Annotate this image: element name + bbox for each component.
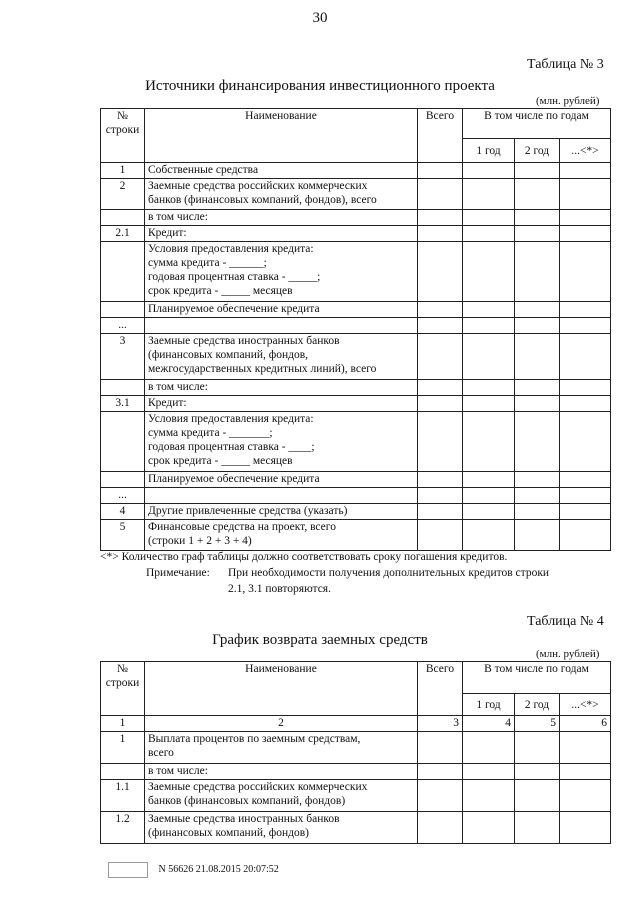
row-name-line: Планируемое обеспечение кредита [148, 303, 320, 315]
value-cell [515, 812, 560, 844]
value-cell [463, 780, 515, 812]
value-cell [463, 812, 515, 844]
table3-header-y1: 1 год [463, 139, 515, 163]
row-name [145, 302, 418, 318]
row-number [101, 210, 145, 226]
row-name [145, 504, 418, 520]
row-name-line: всего [148, 747, 174, 759]
value-cell [515, 732, 560, 764]
table-row [101, 226, 611, 242]
row-name [145, 520, 418, 551]
value-cell [463, 242, 515, 302]
value-cell [418, 179, 463, 210]
value-cell [560, 242, 611, 302]
value-cell [515, 179, 560, 210]
table4-col-number: 4 [463, 716, 515, 732]
row-number: 2 [101, 179, 145, 210]
value-cell [463, 764, 515, 780]
value-cell [418, 812, 463, 844]
row-number: 2.1 [101, 226, 145, 242]
row-number [101, 472, 145, 488]
table3-note-label: Примечание: [146, 567, 210, 579]
table-row [101, 302, 611, 318]
table3-note-text-1: При необходимости получения дополнительных кредитов строки [228, 567, 550, 579]
value-cell [463, 396, 515, 412]
value-cell [463, 488, 515, 504]
row-name-line: в том числе: [148, 765, 208, 777]
footer [108, 862, 279, 878]
table4-col-number: 3 [418, 716, 463, 732]
value-cell [463, 210, 515, 226]
table4-header-incl: В том числе по годам [463, 662, 611, 694]
value-cell [515, 412, 560, 472]
table4-header-y2: 2 год [515, 694, 560, 716]
table4-col-number: 6 [560, 716, 611, 732]
value-cell [560, 318, 611, 334]
table4 [100, 661, 611, 844]
row-name-line: банков (финансовых компаний, фондов) [148, 795, 346, 807]
value-cell [515, 380, 560, 396]
table-row [101, 412, 611, 472]
row-name [145, 472, 418, 488]
table4-units: (млн. рублей) [536, 648, 600, 660]
value-cell [418, 780, 463, 812]
table4-header-name: Наименование [145, 662, 418, 716]
row-name-line: банков (финансовых компаний, фондов), всего [148, 194, 377, 206]
value-cell [418, 334, 463, 380]
row-name [145, 163, 418, 179]
table-row [101, 210, 611, 226]
table-row [101, 812, 611, 844]
row-number: 1 [101, 732, 145, 764]
row-name-line: Собственные средства [148, 164, 259, 176]
value-cell [515, 318, 560, 334]
value-cell [560, 732, 611, 764]
table3-header-no: № строки [101, 109, 145, 163]
value-cell [463, 472, 515, 488]
table-row [101, 380, 611, 396]
value-cell [418, 380, 463, 396]
value-cell [418, 732, 463, 764]
row-number: 4 [101, 504, 145, 520]
value-cell [515, 163, 560, 179]
row-name-line: межгосударственных кредитных линий), всего [148, 363, 377, 375]
value-cell [560, 472, 611, 488]
table-row [101, 520, 611, 551]
table4-title: График возврата заемных средств [212, 632, 428, 648]
value-cell [515, 210, 560, 226]
value-cell [418, 163, 463, 179]
value-cell [560, 764, 611, 780]
value-cell [463, 412, 515, 472]
table4-header-total: Всего [418, 662, 463, 716]
row-name-line: Заемные средства иностранных банков [148, 335, 340, 347]
table4-col-number: 2 [145, 716, 418, 732]
row-name [145, 812, 418, 844]
value-cell [515, 520, 560, 551]
row-number [101, 412, 145, 472]
value-cell [463, 163, 515, 179]
value-cell [515, 472, 560, 488]
row-name [145, 226, 418, 242]
row-name [145, 488, 418, 504]
row-name-line: годовая процентная ставка - ____; [148, 441, 315, 453]
row-name-line: Планируемое обеспечение кредита [148, 473, 320, 485]
table3-body [101, 163, 611, 551]
row-name-line: в том числе: [148, 381, 208, 393]
value-cell [560, 412, 611, 472]
value-cell [560, 210, 611, 226]
row-number: 1.1 [101, 780, 145, 812]
row-name-line: Финансовые средства на проект, всего [148, 521, 336, 533]
row-name [145, 732, 418, 764]
row-name [145, 242, 418, 302]
table-row [101, 732, 611, 764]
row-name-line: сумма кредита - ______; [148, 257, 267, 269]
value-cell [418, 520, 463, 551]
row-name-line: Кредит: [148, 397, 187, 409]
row-name-line: (финансовых компаний, фондов) [148, 827, 309, 839]
row-number: 3 [101, 334, 145, 380]
value-cell [463, 732, 515, 764]
value-cell [515, 488, 560, 504]
row-number: ... [101, 318, 145, 334]
value-cell [560, 334, 611, 380]
row-number [101, 302, 145, 318]
table4-header-no: № строки [101, 662, 145, 716]
value-cell [515, 764, 560, 780]
table3-footnote: <*> Количество граф таблицы должно соответствовать сроку погашения кредитов. [100, 551, 508, 563]
table3 [100, 108, 611, 551]
table4-header-y1: 1 год [463, 694, 515, 716]
value-cell [515, 242, 560, 302]
value-cell [418, 242, 463, 302]
value-cell [463, 226, 515, 242]
row-number [101, 764, 145, 780]
row-name [145, 334, 418, 380]
value-cell [418, 504, 463, 520]
value-cell [560, 226, 611, 242]
value-cell [418, 412, 463, 472]
row-name-line: Условия предоставления кредита: [148, 243, 314, 255]
registration-stamp-icon [108, 862, 148, 878]
value-cell [515, 504, 560, 520]
value-cell [418, 318, 463, 334]
value-cell [418, 764, 463, 780]
row-name [145, 210, 418, 226]
value-cell [463, 179, 515, 210]
table-row [101, 472, 611, 488]
row-number [101, 380, 145, 396]
row-number: 3.1 [101, 396, 145, 412]
table3-header-y2: 2 год [515, 139, 560, 163]
value-cell [418, 472, 463, 488]
row-name-line: Заемные средства российских коммерческих [148, 180, 368, 192]
row-name [145, 412, 418, 472]
table-row [101, 780, 611, 812]
row-name-line: годовая процентная ставка - _____; [148, 271, 321, 283]
value-cell [463, 334, 515, 380]
value-cell [515, 334, 560, 380]
value-cell [560, 488, 611, 504]
row-name-line: Другие привлеченные средства (указать) [148, 505, 348, 517]
row-number: 5 [101, 520, 145, 551]
value-cell [463, 380, 515, 396]
value-cell [515, 302, 560, 318]
table4-col-numbers-row [101, 716, 611, 732]
table3-header-incl: В том числе по годам [463, 109, 611, 139]
table-row [101, 179, 611, 210]
table-row [101, 163, 611, 179]
table4-label: Таблица № 4 [527, 614, 604, 629]
value-cell [560, 163, 611, 179]
row-name-line: (строки 1 + 2 + 3 + 4) [148, 535, 252, 547]
row-name [145, 780, 418, 812]
table4-header-yn: ...<*> [560, 694, 611, 716]
value-cell [463, 302, 515, 318]
value-cell [560, 302, 611, 318]
value-cell [418, 396, 463, 412]
value-cell [560, 812, 611, 844]
row-name-line: сумма кредита - _______; [148, 427, 273, 439]
row-name-line: в том числе: [148, 211, 208, 223]
value-cell [418, 488, 463, 504]
table4-body [101, 732, 611, 844]
page-number: 30 [312, 10, 328, 26]
row-name [145, 179, 418, 210]
table3-header-total: Всего [418, 109, 463, 163]
value-cell [463, 520, 515, 551]
row-number: 1.2 [101, 812, 145, 844]
table3-header-name: Наименование [145, 109, 418, 163]
value-cell [560, 780, 611, 812]
row-number: 1 [101, 163, 145, 179]
row-name [145, 396, 418, 412]
value-cell [418, 302, 463, 318]
value-cell [418, 226, 463, 242]
row-name-line: Выплата процентов по заемным средствам, [148, 733, 361, 745]
table4-col-number: 5 [515, 716, 560, 732]
row-name-line: (финансовых компаний, фондов, [148, 349, 309, 361]
table-row [101, 334, 611, 380]
value-cell [560, 520, 611, 551]
row-name-line: срок кредита - _____ месяцев [148, 285, 293, 297]
table-row [101, 488, 611, 504]
footer-doc-number: N 56626 21.08.2015 20:07:52 [158, 864, 279, 876]
row-name [145, 380, 418, 396]
row-name [145, 318, 418, 334]
table-row [101, 318, 611, 334]
table4-col-number: 1 [101, 716, 145, 732]
table-row [101, 396, 611, 412]
table3-title: Источники финансирования инвестиционного проекта [145, 78, 495, 94]
value-cell [418, 210, 463, 226]
row-name [145, 764, 418, 780]
table-row [101, 504, 611, 520]
table-row [101, 242, 611, 302]
table3-header-yn: ...<*> [560, 139, 611, 163]
value-cell [515, 780, 560, 812]
value-cell [463, 504, 515, 520]
table3-units: (млн. рублей) [536, 95, 600, 107]
row-name-line: Условия предоставления кредита: [148, 413, 314, 425]
row-number: ... [101, 488, 145, 504]
value-cell [515, 396, 560, 412]
value-cell [515, 226, 560, 242]
value-cell [560, 380, 611, 396]
table-row [101, 764, 611, 780]
value-cell [463, 318, 515, 334]
row-name-line: Заемные средства иностранных банков [148, 813, 340, 825]
value-cell [560, 504, 611, 520]
table3-note-text-2: 2.1, 3.1 повторяются. [228, 583, 331, 595]
value-cell [560, 179, 611, 210]
row-name-line: Кредит: [148, 227, 187, 239]
table3-label: Таблица № 3 [527, 57, 604, 72]
row-name-line: срок кредита - _____ месяцев [148, 455, 293, 467]
row-number [101, 242, 145, 302]
row-name-line: Заемные средства российских коммерческих [148, 781, 368, 793]
value-cell [560, 396, 611, 412]
